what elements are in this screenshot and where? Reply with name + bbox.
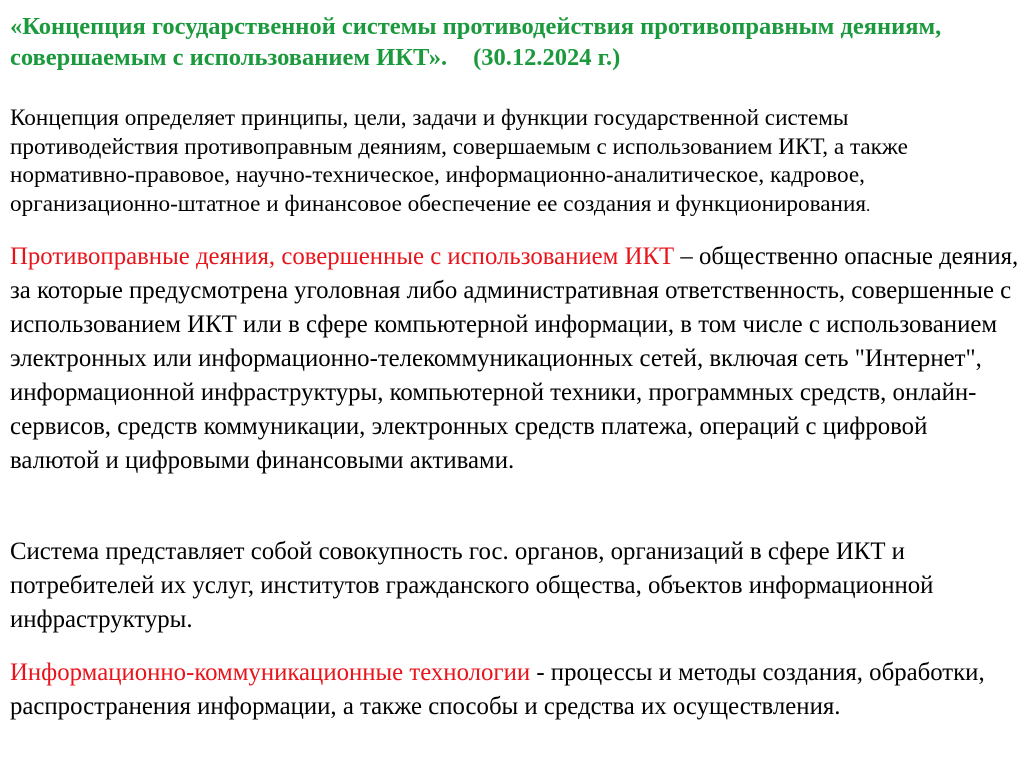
illegal-acts-term: Противоправные деяния, совершенные с использованием ИКТ: [10, 243, 675, 270]
ict-definition-paragraph: [10, 656, 1015, 724]
concept-description-text: Концепция определяет принципы, цели, задачи и функции государственной системы противодействия противоправным деяниям, совершаемым с использованием ИКТ, а также нормативно-правовое, научно-техническое, информационно-аналитическое, кадровое, организационно-штатное и финансовое обеспечение ее создания и функционирования: [10, 105, 908, 217]
concept-description-period: .: [866, 195, 871, 215]
slide-title-date: (30.12.2024 г.): [473, 44, 621, 71]
system-definition-paragraph: [10, 535, 1015, 637]
illegal-acts-definition-paragraph: [10, 240, 1020, 478]
concept-description-paragraph: [10, 104, 1015, 220]
system-definition-text: Система представляет собой совокупность гос. органов, организаций в сфере ИКТ и потребителей их услуг, институтов гражданского общества, объектов информационной инфраструктуры.: [10, 538, 934, 633]
ict-definition: - процессы и методы создания, обработки, распространения информации, а также способы и средства их осуществления.: [10, 659, 985, 720]
ict-term: Информационно-коммуникационные технологии: [10, 659, 531, 686]
slide-title-main: «Концепция государственной системы противодействия противоправным деяниям, совершаемым с использованием ИКТ».: [10, 13, 942, 71]
slide-title: [10, 11, 1015, 73]
illegal-acts-definition: – общественно опасные деяния, за которые предусмотрена уголовная либо административная ответственность, совершенные с использованием ИКТ или в сфере компьютерной информации, в том числе с использованием электронных или информационно-телекоммуникационных сетей, включая сеть "Интернет", информационной инфраструктуры, компьютерной техники, программных средств, онлайн-сервисов, средств коммуникации, электронных средств платежа, операций с цифровой валютой и цифровыми финансовыми активами.: [10, 243, 1019, 474]
